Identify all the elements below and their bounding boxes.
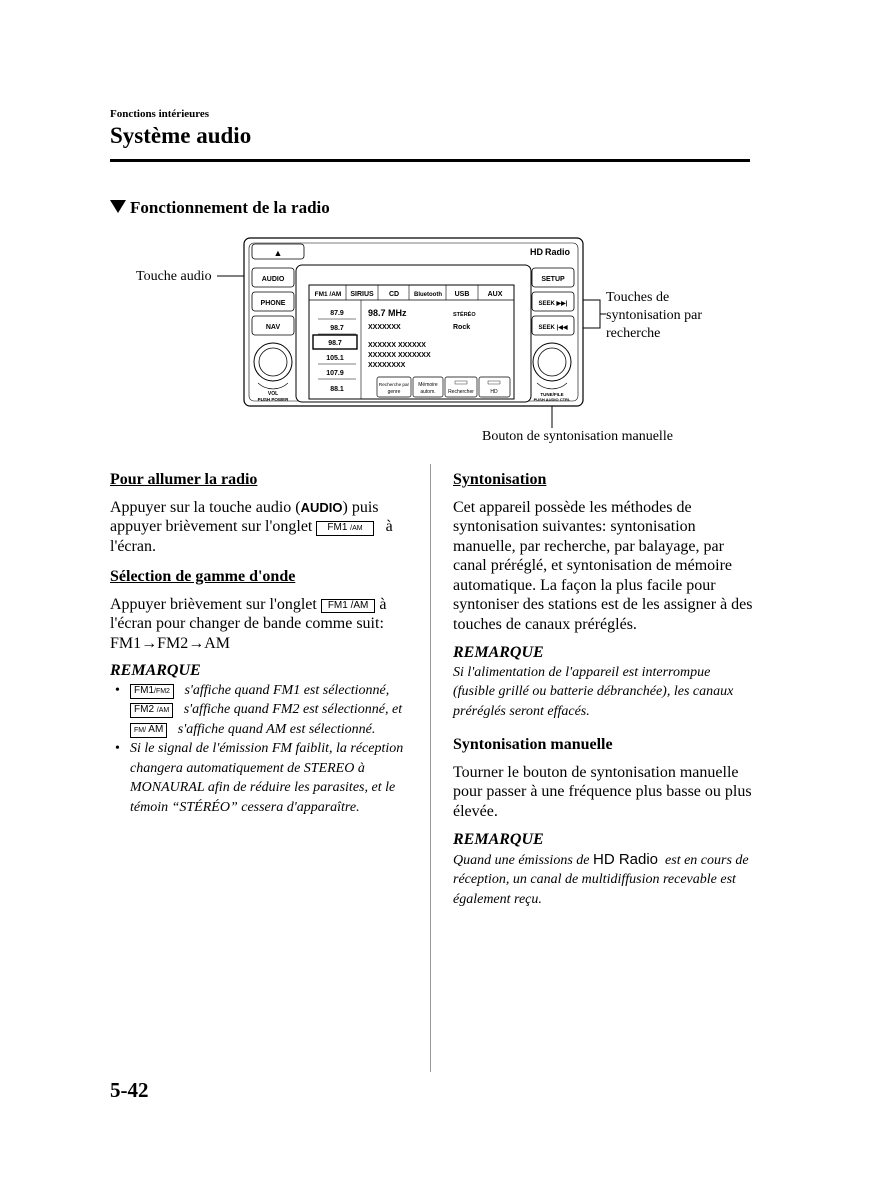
left-column: [110, 470, 410, 817]
left-button-audio-label: AUDIO: [261, 276, 285, 283]
screen-tab-sirius[interactable]: SIRIUS: [350, 291, 374, 298]
fm1-chip: [130, 684, 174, 699]
section-header: Fonctions intérieures: [110, 108, 210, 120]
chip-small-text: /AM: [350, 525, 363, 532]
note1-text-b: s'affiche quand FM2 est sélectionné, et: [183, 702, 403, 717]
paragraph-turn-on: [110, 498, 410, 557]
remark2-text-a: Quand une émissions de: [453, 852, 590, 868]
screen-tab-cd[interactable]: CD: [388, 291, 400, 298]
screen-button-genre-line1: Recherche par: [378, 382, 410, 387]
screen-button-hd-line2: HD: [490, 389, 498, 395]
page-number: 5-42: [110, 1078, 149, 1102]
screen-tab-usb[interactable]: USB: [454, 291, 470, 298]
am-chip: [130, 723, 167, 738]
screen-frequency: 98.7 MHz: [368, 308, 407, 318]
callout-seek-line1: Touches de: [606, 290, 670, 305]
column-divider: [430, 464, 431, 1072]
remark-note-2: • Si le signal de l'émission FM faiblit, la réception changera automatiquement de STEREO à MONAURAL afin de réduire les parasites, et le témoin “STÉRÉO” cessera d'apparaître.: [110, 739, 410, 817]
preset-4[interactable]: 105.1: [326, 355, 344, 362]
preset-1[interactable]: 87.9: [330, 310, 344, 317]
left-button-audio[interactable]: [252, 268, 294, 287]
fm1-chip-small: /FM2: [154, 687, 170, 695]
p1-text-a: Appuyer sur la touche audio (: [110, 498, 301, 516]
right-button-seek-up[interactable]: [532, 292, 574, 311]
fm-am-tab-chip-2: FM1 /AM: [321, 599, 376, 613]
right-button-setup[interactable]: [532, 268, 574, 287]
screen-tab-aux[interactable]: AUX: [487, 291, 503, 298]
left-button-phone-label: PHONE: [260, 300, 286, 307]
preset-6[interactable]: 88.1: [330, 386, 344, 393]
left-button-nav[interactable]: [252, 316, 294, 335]
screen-button-memory-line2: autom.: [420, 389, 436, 395]
remark-title-left: REMARQUE: [110, 662, 201, 679]
section-title-text: Fonctionnement de la radio: [130, 198, 330, 217]
left-button-nav-label: NAV: [265, 324, 281, 331]
am-chip-small: FM/: [134, 726, 147, 734]
remark-title-right-2: REMARQUE: [453, 831, 544, 848]
fm2-chip-text: FM2: [134, 704, 154, 715]
fm1-chip-text: FM1: [134, 684, 154, 696]
screen-stereo: STÉRÉO: [453, 312, 476, 318]
p1-text-c: à l'écran.: [110, 518, 393, 555]
right-button-setup-label: SETUP: [541, 276, 565, 283]
band-sequence: FM1→FM2→AM: [110, 634, 231, 652]
am-chip-text: AM: [148, 723, 164, 735]
remark2-text-b: est en cours de réception, un canal de multidiffusion recevable est également reçu.: [453, 852, 749, 907]
note1-text-a: s'affiche quand FM1 est sélectionné,: [184, 682, 390, 698]
screen-tab-fm[interactable]: FM1 /AM: [314, 291, 342, 298]
paragraph-band-selection: [110, 595, 410, 634]
remark-right-1: Si l'alimentation de l'appareil est interrompue (fusible grillé ou batterie débranchée), les canaux préréglés seront effacés.: [453, 664, 734, 719]
fm2-chip-small: /AM: [156, 707, 170, 714]
preset-3[interactable]: 98.7: [328, 340, 342, 347]
heading-turn-on: Pour allumer la radio: [110, 471, 258, 488]
remark-title-right-1: REMARQUE: [453, 644, 544, 661]
right-column: [453, 470, 753, 909]
remark-note-1: [110, 681, 410, 740]
right-button-seek-down[interactable]: [532, 316, 574, 335]
p1-text-b: ) puis appuyer brièvement sur l'onglet: [110, 498, 379, 535]
screen-info-line3: XXXXXXXX: [368, 362, 406, 369]
heading-manual-tuning: Syntonisation manuelle: [453, 736, 613, 753]
power-label: PUSH POWER: [257, 397, 289, 402]
tune-label: TUNE/FILE: [540, 392, 564, 397]
callout-audio: Touche audio: [136, 269, 212, 284]
hd-logo-radio: Radio: [545, 247, 571, 257]
paragraph-manual-tuning: Tourner le bouton de syntonisation manuelle pour passer à une fréquence plus basse ou plus élevée.: [453, 763, 752, 820]
vol-label: VOL: [267, 391, 279, 397]
radio-figure: [0, 0, 891, 460]
chip-text: FM1: [327, 522, 348, 533]
page-title: Système audio: [110, 123, 252, 148]
callout-seek-line2: syntonisation par: [606, 308, 703, 323]
preset-5[interactable]: 107.9: [326, 370, 344, 377]
note1-text-c: s'affiche quand AM est sélectionné.: [177, 721, 376, 737]
heading-band-selection: Sélection de gamme d'onde: [110, 568, 296, 585]
fm-am-tab-chip: [316, 521, 373, 536]
right-button-seek-down-label: SEEK |◀◀: [538, 325, 568, 331]
right-button-seek-up-label: SEEK ▶▶|: [538, 301, 568, 307]
screen-info-line2: XXXXXX XXXXXXX: [368, 352, 431, 359]
remark-right-2: [453, 850, 753, 910]
p2-text-a: Appuyer brièvement sur l'onglet: [110, 595, 317, 613]
remark-list-left: [110, 681, 410, 818]
eject-icon: ▲: [273, 248, 283, 258]
hd-logo: HD: [530, 247, 543, 257]
fm2-chip: [130, 703, 173, 718]
callout-tune: Bouton de syntonisation manuelle: [482, 429, 673, 444]
screen-button-memory-line1: Mémoire: [418, 382, 438, 388]
screen-button-genre-line2: genre: [387, 389, 401, 395]
screen-info-line1: XXXXXX XXXXXX: [368, 342, 426, 349]
paragraph-tuning: Cet appareil possède les méthodes de syntonisation suivantes: syntonisation manuelle, par recherche, par balayage, par canal préréglé, et syntonisation de mémoire automatique. La façon la plus facile pour syntoniser des stations est de les assigner à des touches de canaux préréglés.: [453, 498, 753, 633]
screen-tab-bluetooth[interactable]: Bluetooth: [414, 292, 442, 298]
screen-station: XXXXXXX: [368, 324, 401, 331]
heading-tuning: Syntonisation: [453, 471, 547, 488]
preset-2[interactable]: 98.7: [330, 325, 344, 332]
left-button-phone[interactable]: [252, 292, 294, 311]
p2-text-b: à l'écran pour changer de bande comme suit:: [110, 595, 387, 632]
hd-radio-logo-text: HD Radio: [593, 850, 659, 868]
audio-key-label: AUDIO: [300, 499, 343, 515]
callout-seek-line3: recherche: [606, 326, 661, 341]
screen-genre: Rock: [453, 324, 471, 331]
screen-button-search-line2: Rechercher: [448, 389, 474, 395]
audio-ctrl-label: PUSH AUDIO CTRL: [533, 397, 571, 402]
